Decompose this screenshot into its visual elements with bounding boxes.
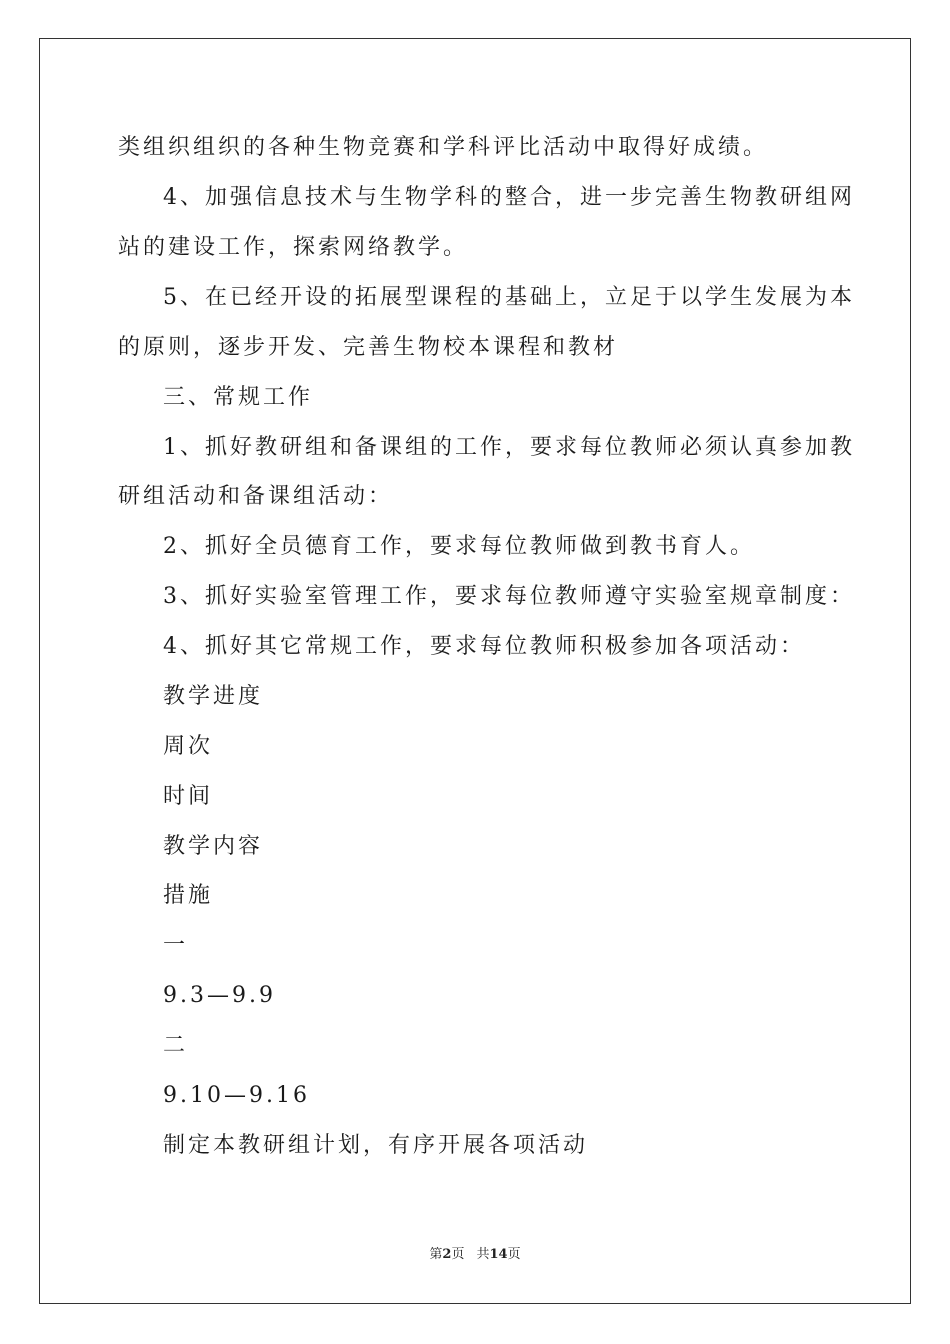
table-cell: 9.10—9.16	[163, 1083, 310, 1108]
section-heading: 三、常规工作	[163, 385, 314, 410]
paragraph-line: 3、抓好实验室管理工作，要求每位教师遵守实验室规章制度：	[163, 584, 855, 609]
table-cell: 教学内容	[163, 834, 264, 859]
table-cell: 9.3—9.9	[163, 983, 276, 1008]
page-border	[39, 38, 911, 1304]
paragraph-line: 5、在已经开设的拓展型课程的基础上，立足于以学生发展为本	[163, 285, 855, 310]
paragraph-line: 4、抓好其它常规工作，要求每位教师积极参加各项活动：	[163, 634, 805, 659]
paragraph-line: 1、抓好教研组和备课组的工作，要求每位教师必须认真参加教	[163, 435, 855, 460]
table-cell: 时间	[163, 784, 214, 809]
paragraph-line: 站的建设工作，探索网络教学。	[118, 235, 469, 260]
footer-total-number: 14	[489, 1247, 508, 1262]
table-cell: 措施	[163, 883, 214, 908]
paragraph-line: 2、抓好全员德育工作，要求每位教师做到教书育人。	[163, 534, 755, 559]
footer-page-number: 2	[442, 1247, 452, 1262]
paragraph-line: 类组织组织的各种生物竞赛和学科评比活动中取得好成绩。	[118, 135, 769, 160]
footer-page-suffix: 页	[451, 1247, 465, 1262]
table-cell: 制定本教研组计划，有序开展各项活动	[163, 1133, 589, 1158]
paragraph-line: 的原则，逐步开发、完善生物校本课程和教材	[118, 335, 619, 360]
footer-total-suffix: 页	[507, 1247, 521, 1262]
paragraph-line: 研组活动和备课组活动：	[118, 484, 394, 509]
footer-total-prefix: 共	[476, 1247, 490, 1262]
footer-page-prefix: 第	[429, 1247, 443, 1262]
table-cell: 二	[163, 1033, 189, 1058]
paragraph-line: 4、加强信息技术与生物学科的整合，进一步完善生物教研组网	[163, 185, 855, 210]
table-cell: 一	[163, 933, 189, 958]
table-cell: 周次	[163, 734, 214, 759]
table-cell: 教学进度	[163, 684, 264, 709]
page-footer	[0, 1246, 950, 1264]
